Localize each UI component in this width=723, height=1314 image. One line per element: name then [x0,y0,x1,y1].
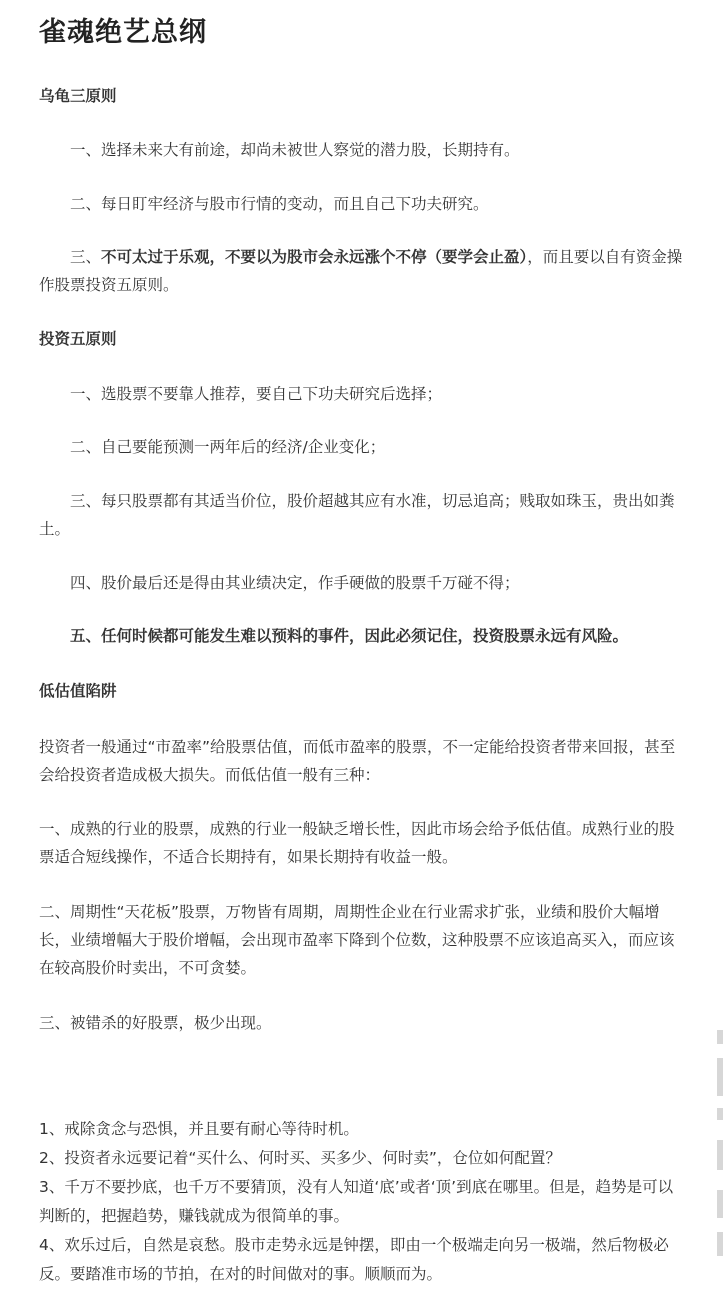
paragraph: 二、每日盯牢经济与股市行情的变动，而且自己下功夫研究。 [70,195,489,213]
paragraph-emphasis: 五、任何时候都可能发生难以预料的事件，因此必须记住，投资股票永远有风险。 [70,627,629,645]
edge-decoration [717,1108,723,1120]
paragraph: 二、周期性“天花板”股票，万物皆有周期，周期性企业在行业需求扩张，业绩和股价大幅增长，业绩增幅大于股价增幅，会出现市盈率下降到个位数，这种股票不应该追高买入，而应该在较高股价时卖出，不可贪婪。 [39,903,675,977]
paragraph-with-emphasis [39,243,685,299]
paragraph: 三、被错杀的好股票，极少出现。 [39,1014,272,1032]
list-item: 1、戒除贪念与恐惧，并且要有耐心等待时机。 [39,1120,359,1138]
edge-decoration [717,1030,723,1044]
paragraph: 三、每只股票都有其适当价位，股价超越其应有水准，切忌追高；贱取如珠玉，贵出如粪土。 [39,492,675,538]
page-title: 雀魂绝艺总纲 [39,17,207,48]
paragraph-prefix: 三、 [70,248,102,266]
section-heading-low-valuation-trap: 低估值陷阱 [39,682,117,700]
list-item: 2、投资者永远要记着“买什么、何时买、买多少、何时卖”，仓位如何配置？ [39,1149,561,1167]
section-heading-turtle-principles: 乌龟三原则 [39,87,117,105]
edge-decoration [717,1140,723,1170]
paragraph: 一、选择未来大有前途，却尚未被世人察觉的潜力股，长期持有。 [70,141,520,159]
list-item: 3、千万不要抄底，也千万不要猜顶，没有人知道‘底’或者‘顶’到底在哪里。但是，趋势是可以判断的，把握趋势，赚钱就成为很简单的事。 [39,1178,674,1225]
list-item: 4、欢乐过后，自然是哀愁。股市走势永远是钟摆，即由一个极端走向另一极端，然后物极必反。要踏准市场的节拍，在对的时间做对的事。顺顺而为。 [39,1236,669,1283]
paragraph: 投资者一般通过“市盈率”给股票估值，而低市盈率的股票，不一定能给投资者带来回报，甚至会给投资者造成极大损失。而低估值一般有三种： [39,738,676,784]
paragraph: 二、自己要能预测一两年后的经济/企业变化； [70,438,386,456]
edge-decoration [717,1190,723,1218]
edge-decoration [717,1232,723,1256]
paragraph: 一、成熟的行业的股票，成熟的行业一般缺乏增长性，因此市场会给予低估值。成熟行业的股票适合短线操作，不适合长期持有，如果长期持有收益一般。 [39,820,675,866]
edge-decoration [717,1058,723,1096]
paragraph: 一、选股票不要靠人推荐，要自己下功夫研究后选择； [70,385,443,403]
paragraph-rest: ，而且要以自有资金操作股票投资五原则。 [39,248,683,294]
section-heading-five-principles: 投资五原则 [39,330,117,348]
paragraph: 四、股价最后还是得由其业绩决定，作手硬做的股票千万碰不得； [70,574,520,592]
emphasis-text: 不可太过于乐观，不要以为股市会永远涨个不停（要学会止盈） [101,248,528,266]
